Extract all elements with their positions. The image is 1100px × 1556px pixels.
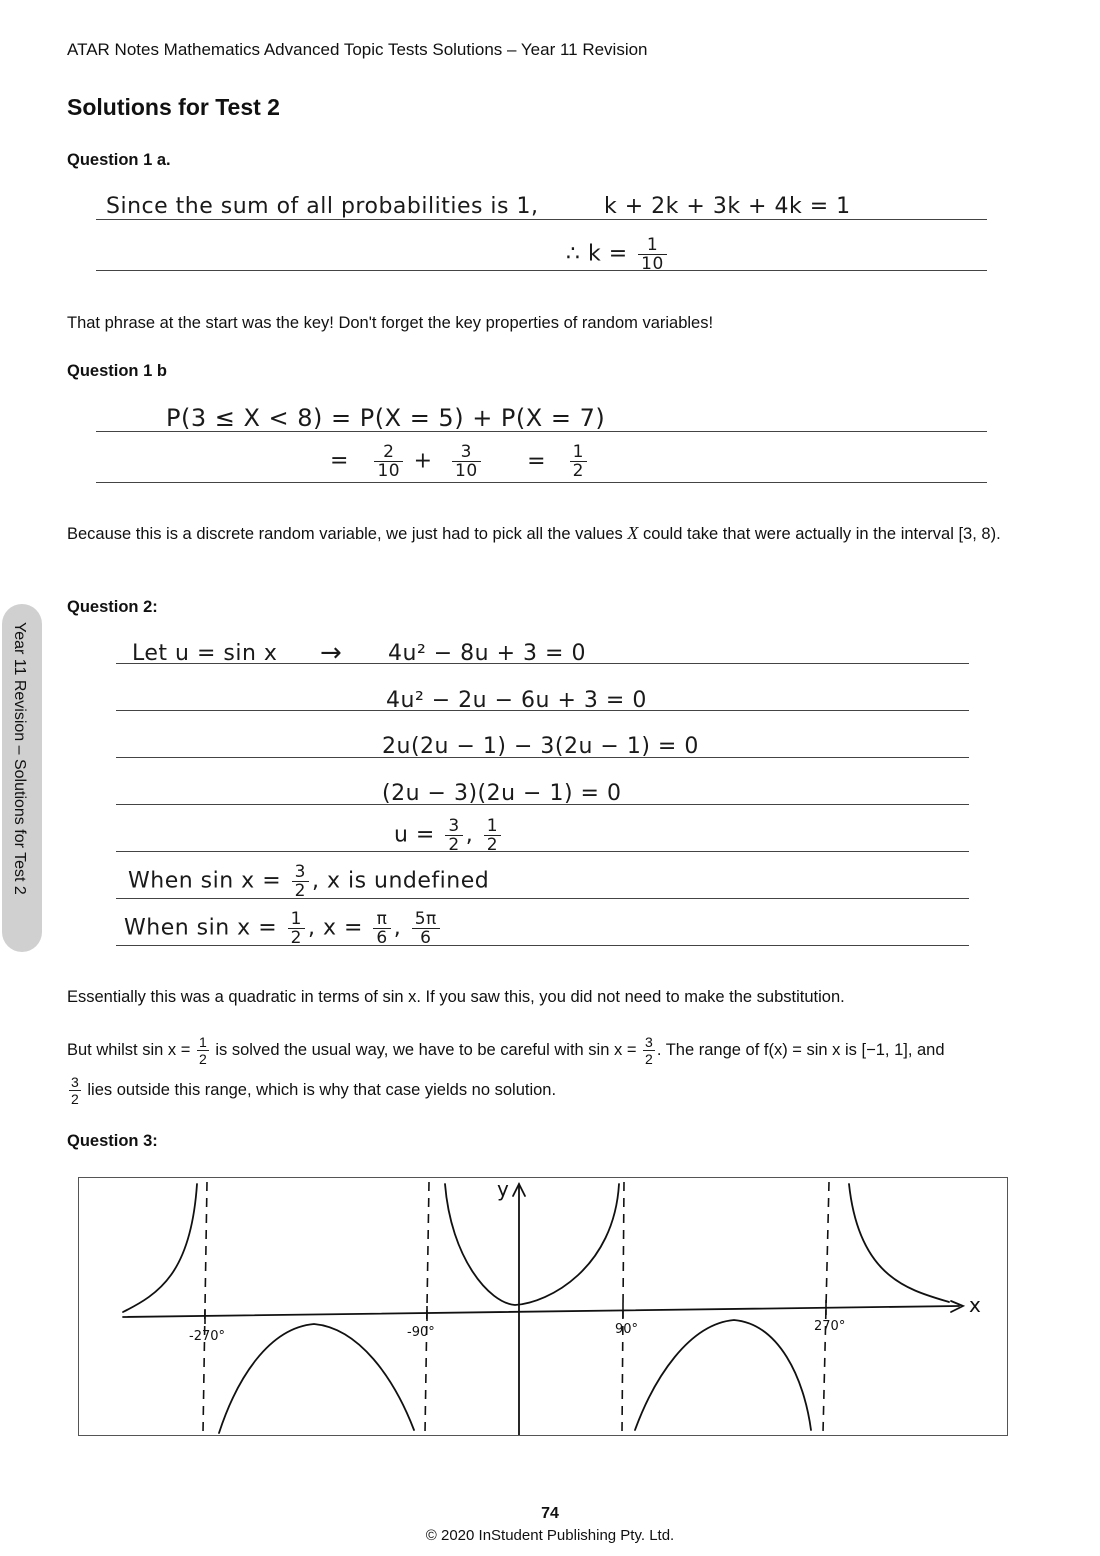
asymptote — [203, 1182, 207, 1433]
q2-line1-right: 4u² − 8u + 3 = 0 — [388, 641, 586, 666]
q2-line3: 2u(2u − 1) − 3(2u − 1) = 0 — [382, 734, 699, 759]
q1a-therefore: ∴ k = — [566, 241, 628, 267]
ruled-line — [116, 851, 969, 852]
q1a-hw-line1-eq: k + 2k + 3k + 4k = 1 — [604, 194, 851, 219]
curve-branch — [635, 1320, 811, 1430]
q2-line4: (2u − 3)(2u − 1) = 0 — [382, 781, 622, 806]
ruled-line — [116, 898, 969, 899]
q1b-fraction-2: $\frac{3}{10}$ — [452, 443, 481, 480]
q2-note-1: Essentially this was a quadratic in terms of sin x. If you saw this, you did not need to make the substitution. — [67, 988, 845, 1006]
q2-fraction-3-2: $\frac{3}{2}$ — [445, 817, 462, 854]
q2-fraction-5pi-6: $\frac{5\pi}{6}$ — [412, 910, 440, 947]
q2-fraction-pi-6: $\frac{\pi}{6}$ — [373, 910, 390, 947]
inline-fraction: $\frac{1}{2}$ — [198, 1034, 207, 1068]
question-3-heading: Question 3: — [67, 1132, 158, 1150]
q2-fraction-1-2: $\frac{1}{2}$ — [288, 910, 305, 947]
q2-note-3: $\frac{3}{2}$ lies outside this range, which is why that case yields no solution. — [71, 1074, 557, 1108]
tick-label: 270° — [814, 1319, 846, 1334]
ruled-line — [96, 270, 987, 271]
q1b-fraction-3: $\frac{1}{2}$ — [570, 443, 587, 480]
q1a-hw-line1-text: Since the sum of all probabilities is 1, — [106, 194, 539, 219]
q1a-fraction: $\frac{1}{10}$ — [638, 236, 667, 273]
q2-fraction-3-2: $\frac{3}{2}$ — [292, 863, 309, 900]
ruled-line — [96, 219, 987, 220]
ruled-line — [116, 663, 969, 664]
tick-label: -90° — [407, 1325, 435, 1340]
equals-sign: = — [330, 448, 349, 474]
q2-line2: 4u² − 2u − 6u + 3 = 0 — [386, 688, 647, 713]
page-title: Solutions for Test 2 — [67, 94, 280, 120]
running-header: ATAR Notes Mathematics Advanced Topic Tests Solutions – Year 11 Revision — [67, 40, 648, 59]
question-1b-heading: Question 1 b — [67, 362, 167, 380]
ruled-line — [116, 710, 969, 711]
curve-branch — [123, 1184, 197, 1312]
equals-sign: = — [527, 448, 547, 474]
q2-line5: u = $\frac{3}{2}$ , $\frac{1}{2}$ — [394, 817, 504, 854]
page-number: 74 — [541, 1505, 559, 1522]
cosec-graph — [78, 1177, 1008, 1436]
ruled-line — [116, 757, 969, 758]
curve-branch — [849, 1184, 949, 1302]
q1b-hw-line2 — [330, 443, 590, 480]
curve-branch — [219, 1324, 414, 1433]
q1b-note: Because this is a discrete random variable, we just had to pick all the values X could take that were actually in the interval [3, 8). — [67, 523, 1001, 543]
q1b-hw-line1: P(3 ≤ X < 8) = P(X = 5) + P(X = 7) — [166, 404, 606, 432]
q2-line1-left: Let u = sin x — [132, 641, 278, 666]
graph-svg — [79, 1178, 1007, 1435]
q2-line6: When sin x = $\frac{3}{2}$ , x is undefined — [128, 862, 490, 901]
q1b-fraction-1: $\frac{2}{10}$ — [374, 443, 403, 480]
inline-fraction: $\frac{3}{2}$ — [645, 1034, 653, 1068]
tick-label: -270° — [189, 1329, 226, 1344]
q2-fraction-1-2: $\frac{1}{2}$ — [484, 817, 501, 854]
arrow-icon: → — [320, 638, 343, 668]
ruled-line — [96, 482, 987, 483]
x-axis — [123, 1306, 959, 1317]
side-tab — [2, 604, 42, 952]
copyright: © 2020 InStudent Publishing Pty. Ltd. — [425, 1527, 675, 1544]
ruled-line — [116, 804, 969, 805]
question-1a-heading: Question 1 a. — [67, 151, 171, 169]
curve-branch — [445, 1184, 619, 1305]
q1a-note: That phrase at the start was the key! Don't forget the key properties of random variables! — [67, 314, 714, 332]
x-axis-label: x — [969, 1293, 981, 1317]
tick-label: 90° — [615, 1322, 639, 1337]
question-2-heading: Question 2: — [67, 598, 158, 616]
q1a-hw-line2 — [566, 236, 670, 273]
side-tab-label: Year 11 Revision – Solutions for Test 2 — [11, 622, 28, 895]
q2-note-2: But whilst sin x = $\frac{1}{2}$ is solved the usual way, we have to be careful with sin x = $\frac{3}{2}$ . The range of f(x) = sin x is [−1, 1], and — [67, 1034, 945, 1068]
ruled-line — [96, 431, 987, 432]
y-axis-label: y — [497, 1178, 509, 1201]
inline-fraction: $\frac{3}{2}$ — [71, 1074, 79, 1108]
ruled-line — [116, 945, 969, 946]
q2-line7: When sin x = $\frac{1}{2}$ , x = $\frac{\pi}{6}$ , $\frac{5\pi}{6}$ — [124, 910, 443, 947]
plus-sign: + — [413, 448, 433, 474]
